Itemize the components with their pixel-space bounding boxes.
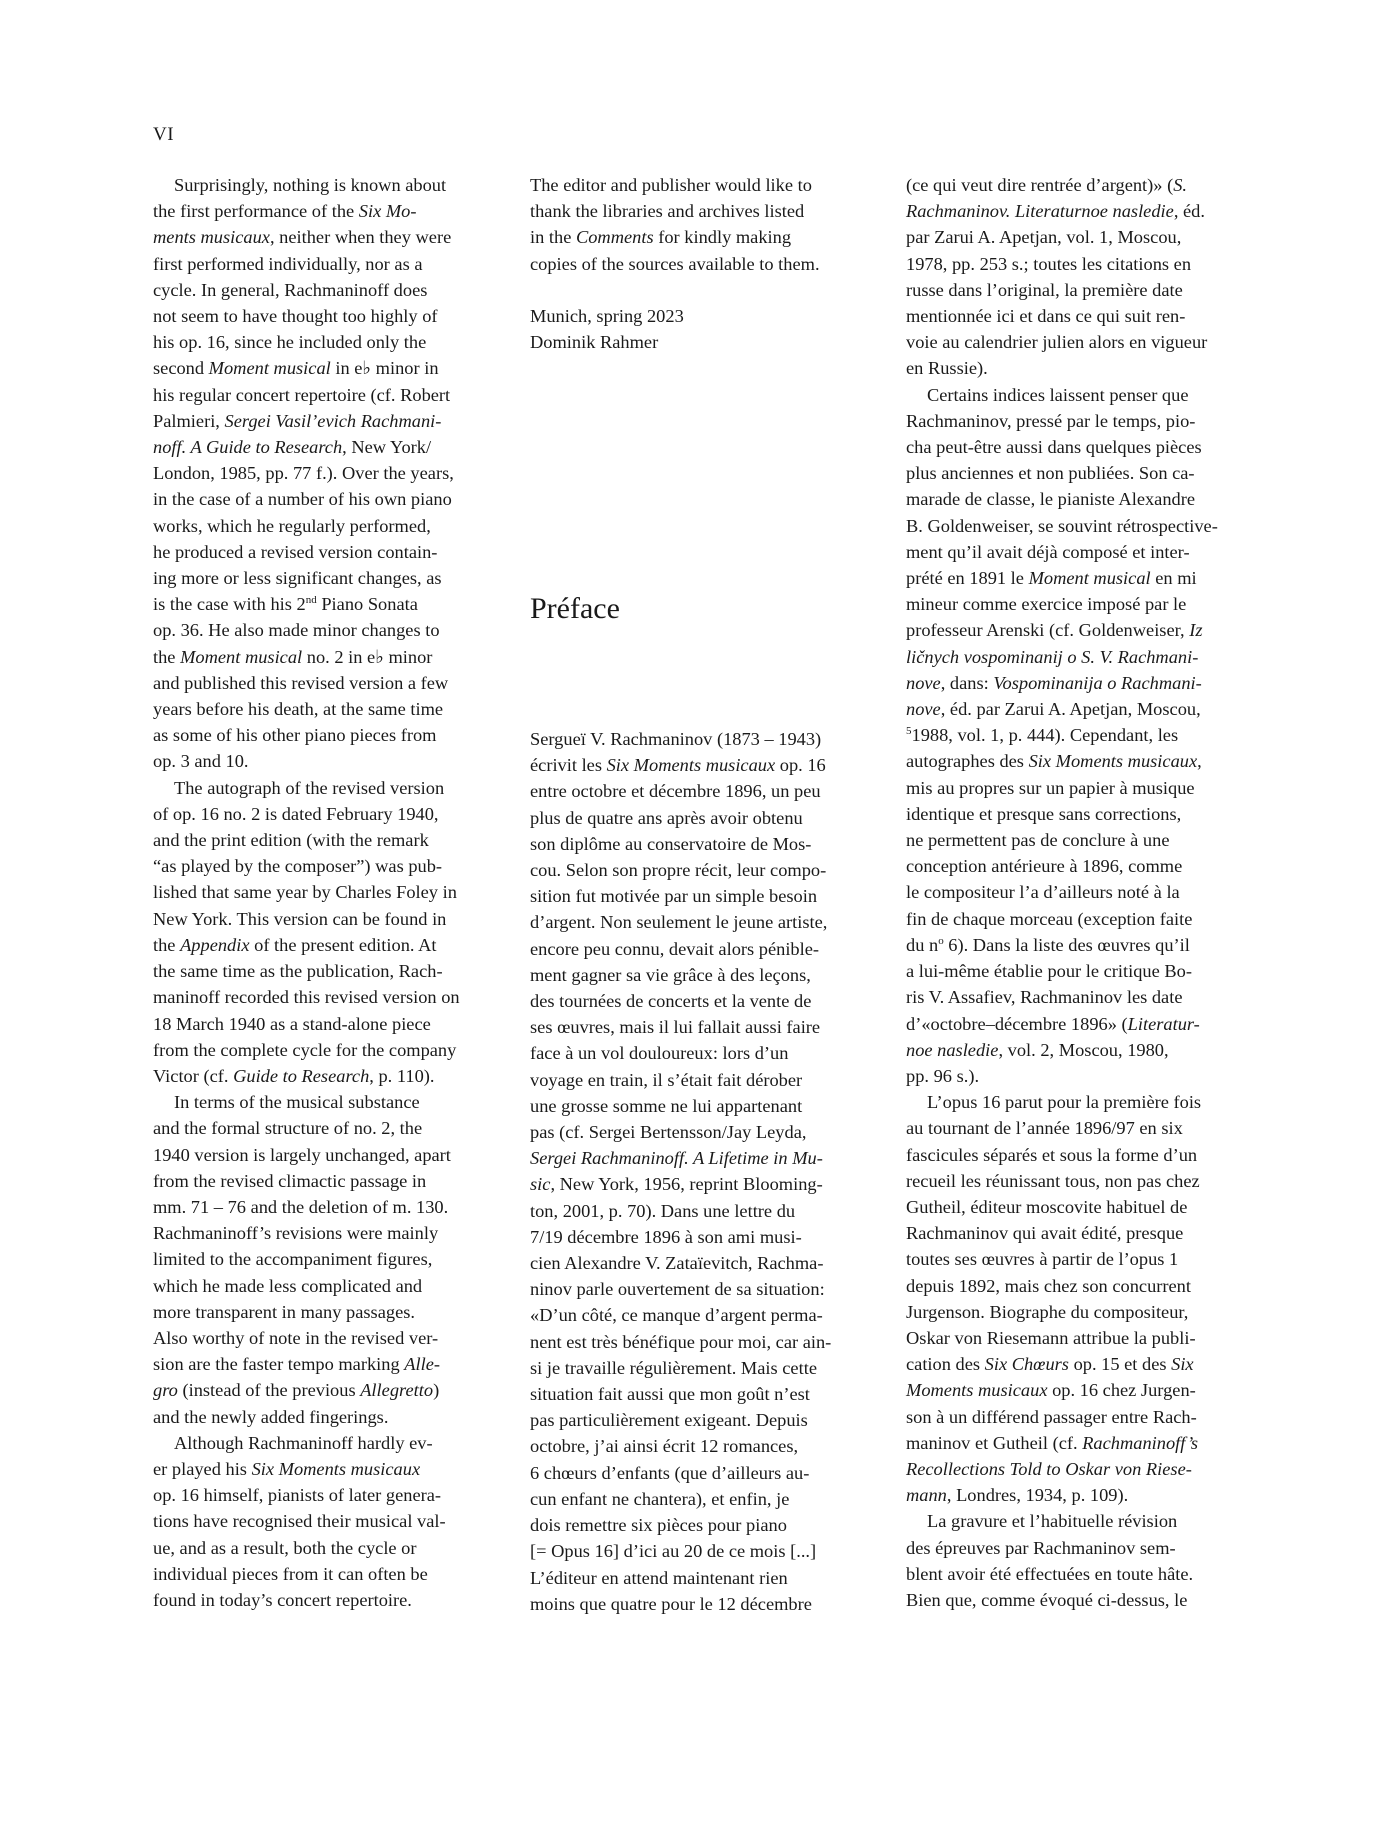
text-line: [= Opus 16] d’ici au 20 de ce mois [...] [530, 1541, 817, 1562]
text-line: 6 chœurs d’enfants (que d’ailleurs au- [530, 1462, 810, 1483]
text-line: op. 16 himself, pianists of later genera- [153, 1485, 442, 1506]
text-line: cun enfant ne chantera), et enfin, je [530, 1488, 790, 1509]
text-line: tions have recognised their musical val- [153, 1511, 446, 1532]
text-line: pas (cf. Sergei Bertensson/Jay Leyda, [530, 1122, 807, 1143]
text-line: limited to the accompaniment figures, [153, 1249, 433, 1270]
text-line: L’opus 16 parut pour la première fois [927, 1092, 1202, 1113]
column-french-text-start [530, 726, 870, 1617]
text-line: (ce qui veut dire rentrée d’argent)» (S. [906, 175, 1188, 195]
text-line: conception antérieure à 1896, comme [906, 856, 1183, 877]
text-line: he produced a revised version contain- [153, 541, 438, 562]
text-line: and the newly added fingerings. [153, 1406, 389, 1427]
signature-place-date: Munich, spring 2023 [530, 306, 684, 326]
text-line: Rachmaninov, pressé par le temps, pio- [906, 410, 1196, 431]
text-line: son diplôme au conservatoire de Mos- [530, 833, 812, 854]
text-line: nove, dans: Vospominanija o Rachmani- [906, 672, 1202, 693]
text-line: professeur Arenski (cf. Goldenweiser, Iz [906, 620, 1203, 641]
text-line: russe dans l’original, la première date [906, 279, 1183, 300]
text-line: $^5$1988, vol. 1, p. 444). Cependant, les [906, 725, 1179, 746]
column-french-text-continued [906, 172, 1246, 1613]
text-line: situation fait aussi que mon goût n’est [530, 1384, 810, 1405]
text-line: The editor and publisher would like to [530, 175, 812, 195]
text-line: Certains indices laissent penser que [927, 384, 1189, 405]
text-line: ments musicaux, neither when they were [153, 227, 452, 248]
text-line: face à un vol douloureux: lors d’un [530, 1043, 789, 1064]
text-line: voyage en train, il s’était fait dérober [530, 1069, 803, 1090]
text-line: mm. 71 – 76 and the deletion of m. 130. [153, 1196, 449, 1217]
text-line: La gravure et l’habituelle révision [927, 1511, 1178, 1532]
text-line: Although Rachmaninoff hardly ev- [174, 1432, 433, 1453]
text-line: identique et presque sans corrections, [906, 803, 1182, 824]
text-line: op. 3 and 10. [153, 751, 249, 772]
text-line: 1940 version is largely unchanged, apart [153, 1144, 451, 1165]
column-english-text [153, 172, 493, 1613]
text-line: cou. Selon son propre récit, leur compo- [530, 860, 827, 881]
text-line: plus anciennes et non publiées. Son ca- [906, 463, 1195, 484]
text-line: son à un différend passager entre Rach- [906, 1406, 1197, 1427]
text-line: found in today’s concert repertoire. [153, 1589, 412, 1610]
text-line: encore peu connu, devait alors pénible- [530, 938, 820, 959]
text-line: years before his death, at the same time [153, 699, 444, 720]
text-line: the Appendix of the present edition. At [153, 934, 437, 955]
text-line: ue, and as a result, both the cycle or [153, 1537, 417, 1558]
text-line: a lui-même établie pour le critique Bo- [906, 961, 1192, 982]
text-line: noe nasledie, vol. 2, Moscou, 1980, [906, 1039, 1169, 1060]
text-line: Moments musicaux op. 16 chez Jurgen- [906, 1380, 1196, 1401]
text-line: «D’un côté, ce manque d’argent perma- [530, 1305, 823, 1326]
text-line: Palmieri, Sergei Vasil’evich Rachmani- [153, 410, 442, 431]
text-line: not seem to have thought too highly of [153, 306, 438, 327]
text-line: recueil les réunissant tous, non pas chez [906, 1170, 1200, 1191]
text-line: moins que quatre pour le 12 décembre [530, 1593, 812, 1614]
text-line: ses œuvres, mais il lui fallait aussi faire [530, 1017, 821, 1038]
text-line: Victor (cf. Guide to Research, p. 110). [153, 1065, 435, 1086]
text-line: cation des Six Chœurs op. 15 et des Six [906, 1354, 1194, 1375]
text-line: 7/19 décembre 1896 à son ami musi- [530, 1226, 802, 1247]
text-line: prété en 1891 le Moment musical en mi [906, 568, 1197, 589]
text-line: 1978, pp. 253 s.; toutes les citations en [906, 253, 1192, 274]
text-line: Jurgenson. Biographe du compositeur, [906, 1301, 1189, 1322]
text-line: individual pieces from it can often be [153, 1563, 428, 1584]
text-line: as some of his other piano pieces from [153, 725, 437, 746]
text-line: and the print edition (with the remark [153, 830, 429, 851]
text-line: nove, éd. par Zarui A. Apetjan, Moscou, [906, 699, 1201, 720]
text-line: from the revised climactic passage in [153, 1170, 427, 1191]
text-line: par Zarui A. Apetjan, vol. 1, Moscou, [906, 227, 1182, 248]
text-line: The autograph of the revised version [174, 777, 445, 798]
text-line: fascicules séparés et sous la forme d’un [906, 1144, 1198, 1165]
text-line: the same time as the publication, Rach- [153, 961, 443, 982]
text-line: ment gagner sa vie grâce à des leçons, [530, 964, 811, 985]
page-number: VI [153, 124, 175, 145]
text-line: lished that same year by Charles Foley in [153, 882, 457, 903]
text-line: pp. 96 s.). [906, 1065, 980, 1086]
text-line: copies of the sources available to them. [530, 253, 820, 274]
preface-heading: Préface [530, 592, 620, 625]
text-line: du $n^o$ 6). Dans la liste des œuvres qu’il [906, 934, 1190, 955]
text-line: ninov parle ouvertement de sa situation: [530, 1279, 825, 1300]
text-line: Rachmaninov qui avait édité, presque [906, 1223, 1184, 1244]
text-line: er played his Six Moments musicaux [153, 1458, 421, 1479]
text-line: pas particulièrement exigeant. Depuis [530, 1410, 808, 1431]
text-line: in the case of a number of his own piano [153, 489, 452, 510]
text-line: “as played by the composer”) was pub- [153, 856, 443, 877]
text-line: marade de classe, le pianiste Alexandre [906, 489, 1196, 510]
text-line: the Moment musical no. 2 in e♭ minor [153, 646, 433, 667]
text-line: ton, 2001, p. 70). Dans une lettre du [530, 1200, 796, 1221]
text-line: fin de chaque morceau (exception faite [906, 908, 1193, 929]
text-line: entre octobre et décembre 1896, un peu [530, 781, 821, 802]
text-line: le compositeur l’a d’ailleurs noté à la [906, 882, 1180, 903]
text-line: Sergei Rachmaninoff. A Lifetime in Mu- [530, 1148, 823, 1169]
column-acknowledgement [530, 172, 870, 355]
text-line: which he made less complicated and [153, 1275, 423, 1296]
text-line: first performed individually, nor as a [153, 253, 423, 274]
text-line: maninov et Gutheil (cf. Rachmaninoff’s [906, 1432, 1198, 1453]
text-line: cha peut-être aussi dans quelques pièces [906, 437, 1202, 458]
text-line: Rachmaninov. Literaturnoe nasledie, éd. [906, 201, 1205, 222]
text-line: Rachmaninoff’s revisions were mainly [153, 1223, 439, 1244]
text-line: L’éditeur en attend maintenant rien [530, 1567, 788, 1588]
text-line: second Moment musical in e♭ minor in [153, 358, 439, 379]
text-line: d’argent. Non seulement le jeune artiste, [530, 912, 828, 933]
text-line: of op. 16 no. 2 is dated February 1940, [153, 803, 439, 824]
text-line: nent est très bénéfique pour moi, car ain- [530, 1331, 832, 1352]
text-line: gro (instead of the previous Allegretto) [153, 1380, 440, 1401]
text-line: Gutheil, éditeur moscovite habituel de [906, 1196, 1188, 1217]
text-line: London, 1985, pp. 77 f.). Over the years, [153, 463, 454, 484]
text-line: noff. A Guide to Research, New York/ [153, 437, 432, 458]
text-line: Also worthy of note in the revised ver- [153, 1327, 439, 1348]
text-line: 18 March 1940 as a stand-alone piece [153, 1013, 431, 1034]
text-line: mineur comme exercice imposé par le [906, 594, 1187, 615]
text-line: and the formal structure of no. 2, the [153, 1118, 423, 1139]
text-line: d’«octobre–décembre 1896» (Literatur- [906, 1013, 1200, 1034]
text-line: his op. 16, since he included only the [153, 332, 427, 353]
text-line: cien Alexandre V. Zataïevitch, Rachma- [530, 1253, 824, 1274]
text-line: si je travaille régulièrement. Mais cette [530, 1357, 817, 1378]
text-line: Recollections Told to Oskar von Riese- [906, 1458, 1192, 1479]
text-line: sion are the faster tempo marking Alle- [153, 1354, 441, 1375]
text-line: maninoff recorded this revised version on [153, 987, 460, 1008]
text-line: mentionnée ici et dans ce qui suit ren- [906, 306, 1186, 327]
text-line: une grosse somme ne lui appartenant [530, 1095, 803, 1116]
text-line: depuis 1892, mais chez son concurrent [906, 1275, 1191, 1296]
text-line: Sergueï V. Rachmaninov (1873 – 1943) [530, 729, 822, 749]
text-line: ris V. Assafiev, Rachmaninov les date [906, 987, 1183, 1008]
text-line: en Russie). [906, 358, 988, 379]
text-line: ličnych vospominanij o S. V. Rachmani- [906, 646, 1199, 667]
text-line: octobre, j’ai ainsi écrit 12 romances, [530, 1436, 799, 1457]
text-line: New York. This version can be found in [153, 908, 447, 929]
text-line: dois remettre six pièces pour piano [530, 1515, 787, 1536]
text-line: B. Goldenweiser, se souvint rétrospective- [906, 515, 1218, 536]
text-line: ing more or less significant changes, as [153, 568, 442, 589]
text-line: thank the libraries and archives listed [530, 201, 805, 222]
text-line: sition fut motivée par un simple besoin [530, 886, 818, 907]
text-line: is the case with his 2nd Piano Sonata [153, 594, 418, 615]
text-line: blent avoir été effectuées en toute hâte. [906, 1563, 1194, 1584]
text-line: in the Comments for kindly making [530, 227, 792, 248]
text-line: more transparent in many passages. [153, 1301, 415, 1322]
text-line: and published this revised version a few [153, 672, 449, 693]
text-line: des tournées de concerts et la vente de [530, 991, 812, 1012]
text-line: au tournant de l’année 1896/97 en six [906, 1118, 1183, 1139]
text-line: plus de quatre ans après avoir obtenu [530, 807, 803, 828]
text-line: sic, New York, 1956, reprint Blooming- [530, 1174, 823, 1195]
text-line: the first performance of the Six Mo- [153, 201, 417, 222]
text-line: autographes des Six Moments musicaux, [906, 751, 1202, 772]
text-line: cycle. In general, Rachmaninoff does [153, 279, 428, 300]
text-line: mis au propres sur un papier à musique [906, 777, 1195, 798]
signature-name: Dominik Rahmer [530, 332, 659, 353]
text-line: works, which he regularly performed, [153, 515, 431, 536]
text-line: op. 36. He also made minor changes to [153, 620, 440, 641]
text-line: Surprisingly, nothing is known about [174, 175, 447, 195]
text-line: toutes ses œuvres à partir de l’opus 1 [906, 1249, 1179, 1270]
text-line: mann, Londres, 1934, p. 109). [906, 1485, 1129, 1506]
text-line: ne permettent pas de conclure à une [906, 830, 1170, 851]
text-line: from the complete cycle for the company [153, 1039, 457, 1060]
text-line: écrivit les Six Moments musicaux op. 16 [530, 755, 826, 776]
text-line: Bien que, comme évoqué ci-dessus, le [906, 1589, 1188, 1610]
text-line: his regular concert repertoire (cf. Robert [153, 384, 451, 405]
text-line: des épreuves par Rachmaninov sem- [906, 1537, 1176, 1558]
text-line: Oskar von Riesemann attribue la publi- [906, 1327, 1196, 1348]
text-line: ment qu’il avait déjà composé et inter- [906, 541, 1190, 562]
text-line: voie au calendrier julien alors en vigueur [906, 332, 1208, 353]
text-line: In terms of the musical substance [174, 1092, 420, 1113]
acknowledgement-text [530, 172, 870, 277]
